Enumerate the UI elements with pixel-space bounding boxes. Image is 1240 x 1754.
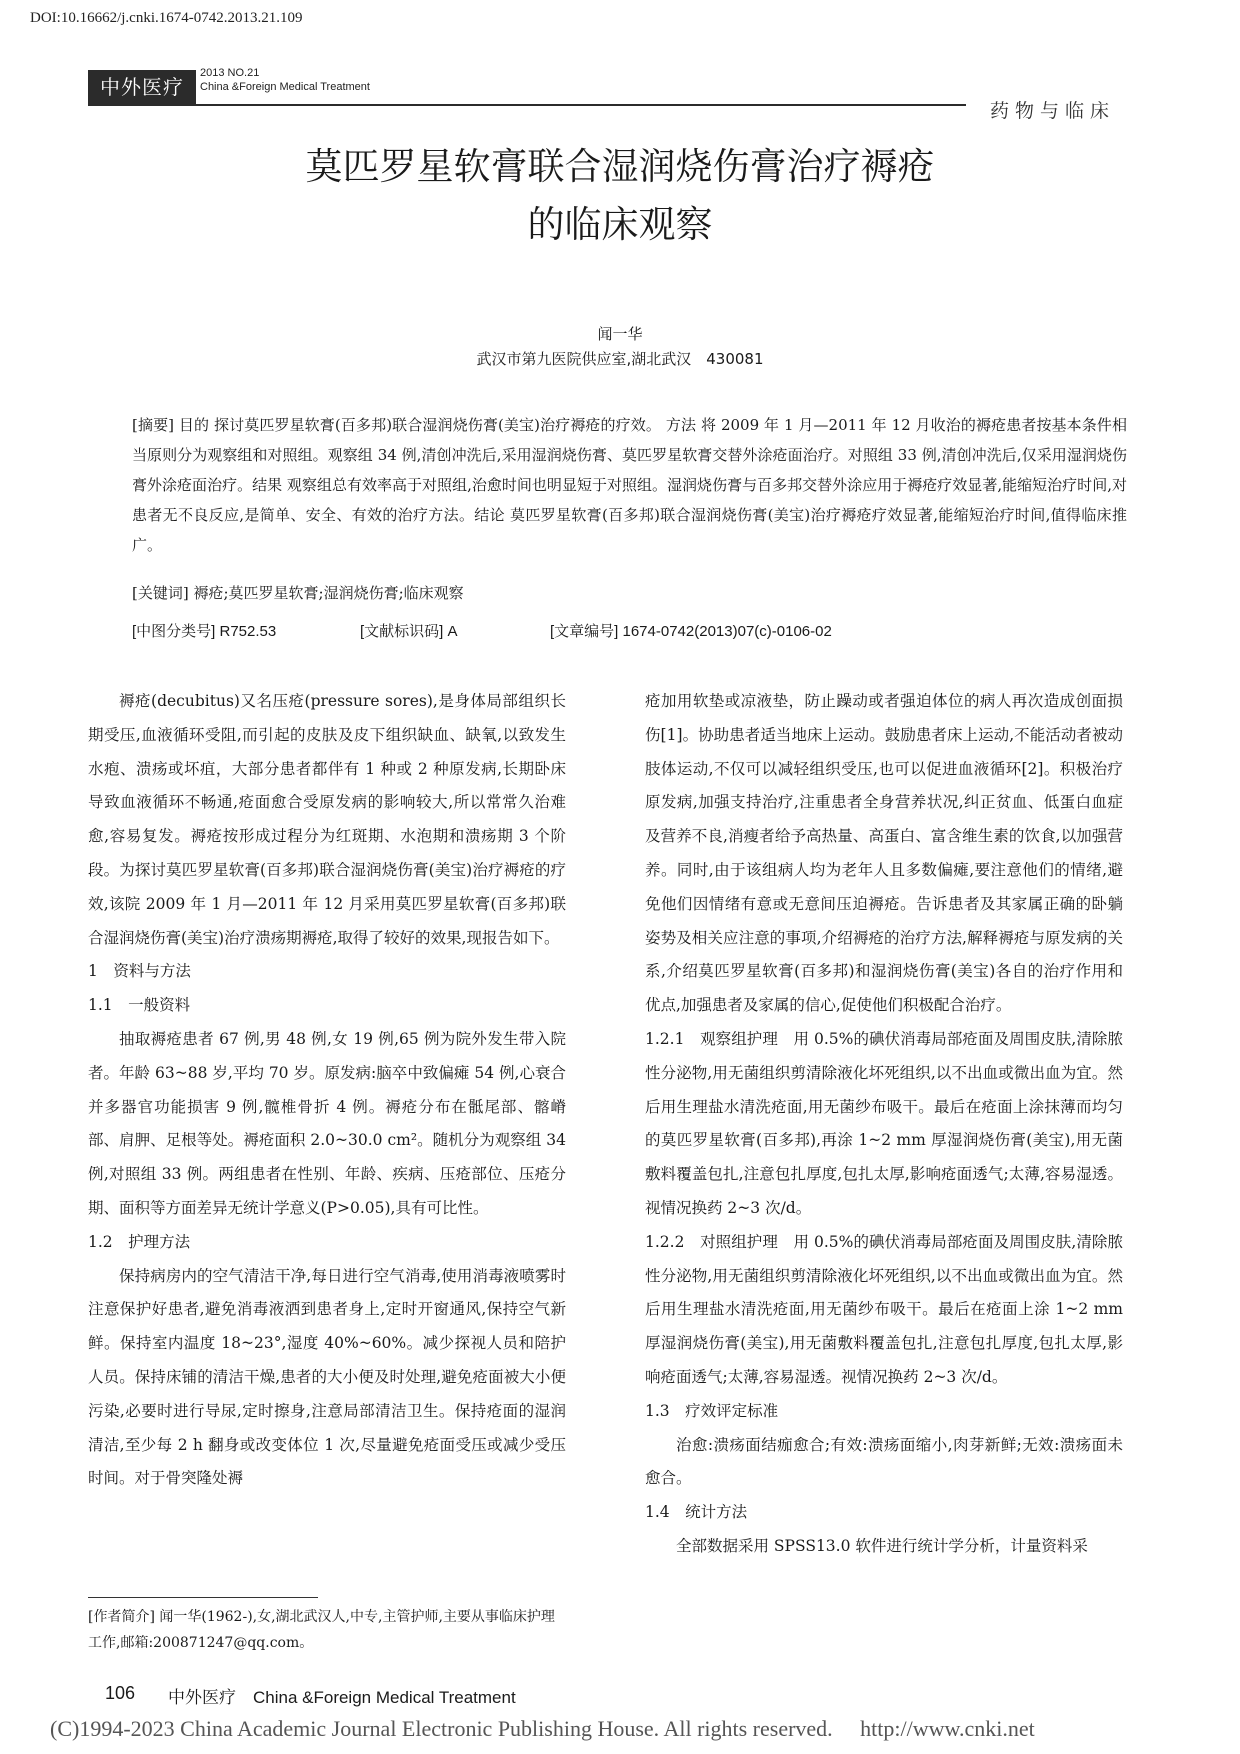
paragraph-1-1: 抽取褥疮患者 67 例,男 48 例,女 19 例,65 例为院外发生带入院者。年龄 63~88 岁,平均 70 岁。原发病:脑卒中致偏瘫 54 例,心衰合并多器官功能损害 9 例,髋椎骨折 4 例。褥疮分布在骶尾部、髂嵴部、肩胛、足根等处。褥疮面积 2.0~30.0 cm²。随机分为观察组 34 例,对照组 33 例。两组患者在性别、年龄、疾病、压疮部位、压疮分期、面积等方面差异无统计学意义(P>0.05),具有可比性。: [88, 1029, 566, 1217]
header-rule: [88, 104, 966, 106]
page-number: 106: [105, 1683, 136, 1703]
clc-number: [中图分类号] R752.53: [132, 623, 277, 640]
paragraph-continued: 疮加用软垫或凉液垫，防止躁动或者强迫体位的病人再次造成创面损伤[1]。协助患者适当地床上运动。鼓励患者床上运动,不能活动者被动肢体运动,不仅可以减轻组织受压,也可以促进血液循环[2]。积极治疗原发病,加强支持治疗,注重患者全身营养状况,纠正贫血、低蛋白血症及营养不良,消瘦者给予高热量、高蛋白、富含维生素的饮食,以加强营养。同时,由于该组病人均为老年人且多数偏瘫,要注意他们的情绪,避免他们因情绪有意或无意间压迫褥疮。告诉患者及其家属正确的卧躺姿势及相关应注意的事项,介绍褥疮的治疗方法,解释褥疮与原发病的关系,介绍莫匹罗星软膏(百多邦)和湿润烧伤膏(美宝)各自的治疗作用和优点,加强患者及家属的信心,促使他们积极配合治疗。: [645, 692, 1123, 1015]
paragraph-1-2-1: 1.2.1 观察组护理 用 0.5%的碘伏消毒局部疮面及周围皮肤,清除脓性分泌物,用无菌组织剪清除液化坏死组织,以不出血或微出血为宜。然后用生理盐水清洗疮面,用无菌纱布吸干。最后在疮面上涂抹薄而均匀的莫匹罗星软膏(百多邦),再涂 1~2 mm 厚湿润烧伤膏(美宝),用无菌敷料覆盖包扎,注意包扎厚度,包扎太厚,影响疮面透气;太薄,容易湿透。视情况换药 2~3 次/d。: [645, 1029, 1123, 1217]
keywords: [关键词] 褥疮;莫匹罗星软膏;湿润烧伤膏;临床观察: [132, 584, 464, 602]
right-column: [645, 685, 1123, 1564]
subsection-heading-1-4: 1.4 统计方法: [645, 1503, 748, 1522]
author-footnote: [作者简介] 闻一华(1962-),女,湖北武汉人,中专,主管护师,主要从事临床护理工作,邮箱:200871247@qq.com。: [88, 1609, 555, 1651]
paragraph-1-2: 保持病房内的空气清洁干净,每日进行空气消毒,使用消毒液喷雾时注意保护好患者,避免消毒液洒到患者身上,定时开窗通风,保持空气新鲜。保持室内温度 18~23°,湿度 40%~60%。减少探视人员和陪护人员。保持床铺的清洁干燥,患者的大小便及时处理,避免疮面被大小便污染,必要时进行导尿,定时擦身,注意局部清洁卫生。保持疮面的湿润清洁,至少每 2 h 翻身或改变体位 1 次,尽量避免疮面受压或减少受压时间。对于骨突隆处褥: [88, 1266, 566, 1488]
affiliation: 武汉市第九医院供应室,湖北武汉 430081: [476, 350, 764, 368]
paragraph-1-4: 全部数据采用 SPSS13.0 软件进行统计学分析，计量资料采: [676, 1536, 1088, 1555]
journal-logo: 中外医疗: [88, 70, 196, 104]
subsection-heading-1-1: 1.1 一般资料: [88, 996, 191, 1015]
left-column: [88, 685, 566, 1496]
section-label: 药物与临床: [990, 100, 1116, 122]
subsection-heading-1-3: 1.3 疗效评定标准: [645, 1401, 779, 1420]
intro-paragraph: 褥疮(decubitus)又名压疮(pressure sores),是身体局部组织长期受压,血液循环受阻,而引起的皮肤及皮下组织缺血、缺氧,以致发生水疱、溃疡或坏疽，大部分患者都伴有 1 种或 2 种原发病,长期卧床导致血液循环不畅通,疮面愈合受原发病的影响较大,所以常常久治难愈,容易复发。褥疮按形成过程分为红斑期、水泡期和溃疡期 3 个阶段。为探讨莫匹罗星软膏(百多邦)联合湿润烧伤膏(美宝)治疗褥疮的疗效,该院 2009 年 1 月—2011 年 12 月采用莫匹罗星软膏(百多邦)联合湿润烧伤膏(美宝)治疗溃疡期褥疮,取得了较好的效果,现报告如下。: [88, 692, 566, 947]
issue-number: 2013 NO.21: [200, 67, 260, 79]
footer-journal: 中外医疗 China &Foreign Medical Treatment: [168, 1688, 516, 1707]
abstract: [摘要] 目的 探讨莫匹罗星软膏(百多邦)联合湿润烧伤膏(美宝)治疗褥疮的疗效。 方法 将 2009 年 1 月—2011 年 12 月收治的褥疮患者按基本条件相当原则分为观察组和对照组。观察组 34 例,清创冲洗后,采用湿润烧伤膏、莫匹罗星软膏交替外涂疮面治疗。对照组 33 例,清创冲洗后,仅采用湿润烧伤膏外涂疮面治疗。结果 观察组总有效率高于对照组,治愈时间也明显短于对照组。湿润烧伤膏与百多邦交替外涂应用于褥疮疗效显著,能缩短治疗时间,对患者无不良反应,是简单、安全、有效的治疗方法。结论 莫匹罗星软膏(百多邦)联合湿润烧伤膏(美宝)治疗褥疮疗效显著,能缩短治疗时间,值得临床推广。: [132, 416, 1127, 554]
copyright-line: (C)1994-2023 China Academic Journal Electronic Publishing House. All rights reserved. http://www.cnki.net: [50, 1716, 1035, 1741]
title-line-1: 莫匹罗星软膏联合湿润烧伤膏治疗褥疮: [305, 145, 935, 188]
title-line-2: 的临床观察: [527, 203, 713, 246]
document-code: [文献标识码] A: [360, 623, 458, 640]
article-title: [100, 138, 1140, 254]
issue-info: [200, 66, 370, 94]
journal-english-name: China &Foreign Medical Treatment: [200, 81, 370, 93]
article-number: [文章编号] 1674-0742(2013)07(c)-0106-02: [550, 623, 832, 640]
author: 闻一华: [597, 325, 643, 343]
doi-line: DOI:10.16662/j.cnki.1674-0742.2013.21.109: [30, 10, 303, 26]
subsection-heading-1-2: 1.2 护理方法: [88, 1232, 191, 1251]
paragraph-1-3: 治愈:溃疡面结痂愈合;有效:溃疡面缩小,肉芽新鲜;无效:溃疡面未愈合。: [645, 1435, 1123, 1488]
paragraph-1-2-2: 1.2.2 对照组护理 用 0.5%的碘伏消毒局部疮面及周围皮肤,清除脓性分泌物,用无菌组织剪清除液化坏死组织,以不出血或微出血为宜。然后用生理盐水清洗疮面,用无菌纱布吸干。最后在疮面上涂 1~2 mm 厚湿润烧伤膏(美宝),用无菌敷料覆盖包扎,注意包扎厚度,包扎太厚,影响疮面透气;太薄,容易湿透。视情况换药 2~3 次/d。: [645, 1232, 1123, 1386]
section-heading-1: 1 资料与方法: [88, 962, 191, 981]
footnote-rule: [88, 1597, 318, 1598]
